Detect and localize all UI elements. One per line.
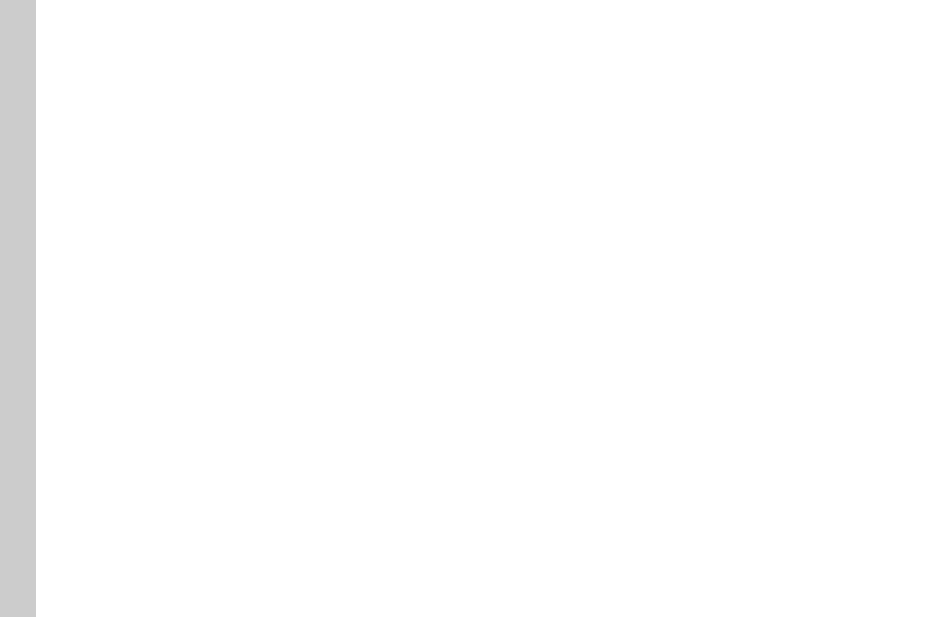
left-margin-bar	[0, 0, 36, 617]
